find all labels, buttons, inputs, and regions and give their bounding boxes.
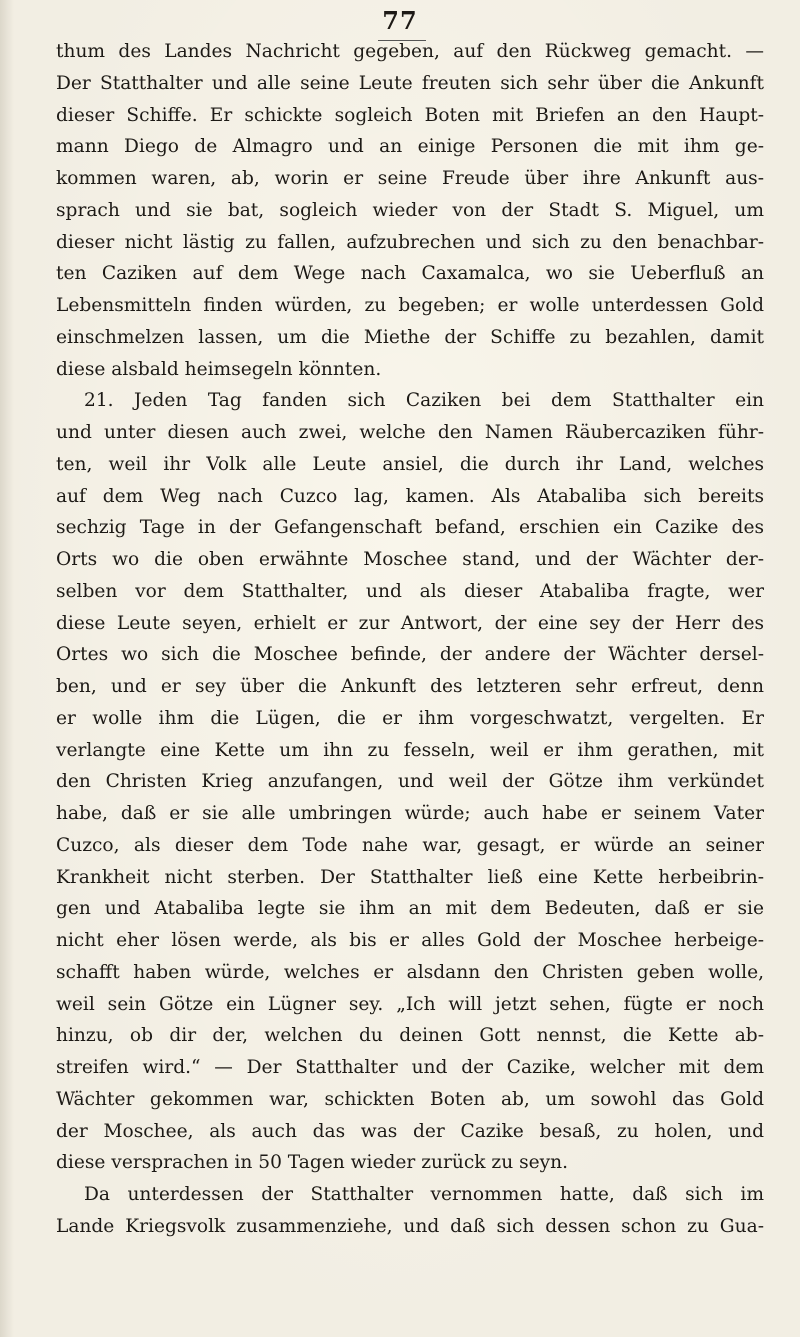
text-line: den Christen Krieg anzufangen, und weil der Götze ihm verkündet: [56, 771, 764, 793]
paragraph-start: Da unterdessen der Statthalter vernommen hatte, daß sich im: [84, 1184, 764, 1205]
paragraph-start-21: 21. Jeden Tag fanden sich Caziken bei dem Statthalter ein: [84, 390, 764, 412]
text-line: Cuzco, als dieser dem Tode nahe war, gesagt, er würde an seiner: [56, 834, 764, 856]
text-line: sechzig Tage in der Gefangenschaft befand, erschien ein Cazike des: [56, 517, 764, 539]
page-number: 77: [382, 6, 418, 35]
text-line: Ortes wo sich die Moschee befinde, der andere der Wächter dersel-: [56, 644, 764, 666]
text-line: diese versprachen in 50 Tagen wieder zurück zu seyn.: [56, 1152, 569, 1174]
text-line: Lebensmitteln finden würden, zu begeben; er wolle unterdessen Gold: [56, 295, 764, 316]
text-line: ben, und er sey über die Ankunft des letzteren sehr erfreut, denn: [56, 676, 764, 697]
text-line: streifen wird.“ — Der Statthalter und der Cazike, welcher mit dem: [56, 1057, 764, 1078]
text-line: dieser nicht lästig zu fallen, aufzubrechen und sich zu den benachbar-: [56, 231, 764, 253]
text-line: der Moschee, als auch das was der Cazike besaß, zu holen, und: [56, 1120, 764, 1142]
text-line: Wächter gekommen war, schickten Boten ab, um sowohl das Gold: [56, 1088, 764, 1110]
text-line: diese Leute seyen, erhielt er zur Antwort, der eine sey der Herr des: [56, 612, 764, 634]
text-line: weil sein Götze ein Lügner sey. „Ich will jetzt sehen, fügte er noch: [56, 993, 764, 1015]
text-line: Orts wo die oben erwähnte Moschee stand, und der Wächter der-: [56, 549, 764, 570]
text-line: hinzu, ob dir der, welchen du deinen Gott nennst, die Kette ab-: [56, 1025, 764, 1047]
text-line: Krankheit nicht sterben. Der Statthalter ließ eine Kette herbeibrin-: [56, 866, 764, 888]
text-line: diese alsbald heimsegeln könnten.: [56, 358, 382, 380]
text-line: Der Statthalter und alle seine Leute freuten sich sehr über die Ankunft: [56, 72, 764, 94]
text-line: ten Caziken auf dem Wege nach Caxamalca, wo sie Ueberfluß an: [56, 263, 764, 285]
text-line: schafft haben würde, welches er alsdann den Christen geben wolle,: [56, 961, 764, 983]
text-line: und unter diesen auch zwei, welche den Namen Räubercaziken führ-: [56, 422, 764, 443]
text-line: gen und Atabaliba legte sie ihm an mit dem Bedeuten, daß er sie: [56, 898, 764, 920]
text-line: verlangte eine Kette um ihn zu fesseln, weil er ihm gerathen, mit: [56, 739, 764, 761]
text-line: thum des Landes Nachricht gegeben, auf den Rückweg gemacht. —: [56, 41, 764, 62]
text-line: dieser Schiffe. Er schickte sogleich Boten mit Briefen an den Haupt-: [56, 104, 764, 126]
text-line: auf dem Weg nach Cuzco lag, kamen. Als Atabaliba sich bereits: [56, 485, 764, 507]
text-line: habe, daß er sie alle umbringen würde; auch habe er seinem Vater: [56, 803, 764, 824]
text-line: mann Diego de Almagro und an einige Personen die mit ihm ge-: [56, 136, 764, 158]
text-line: Lande Kriegsvolk zusammenziehe, und daß sich dessen schon zu Gua-: [56, 1215, 764, 1237]
text-line: nicht eher lösen werde, als bis er alles Gold der Moschee herbeige-: [56, 930, 764, 951]
body-text: [56, 36, 764, 1243]
text-line: ten, weil ihr Volk alle Leute ansiel, die durch ihr Land, welches: [56, 453, 764, 475]
text-line: sprach und sie bat, sogleich wieder von der Stadt S. Miguel, um: [56, 199, 764, 221]
text-line: einschmelzen lassen, um die Miethe der Schiffe zu bezahlen, damit: [56, 326, 764, 348]
text-line: er wolle ihm die Lügen, die er ihm vorgeschwatzt, vergelten. Er: [56, 707, 764, 729]
text-line: kommen waren, ab, worin er seine Freude über ihre Ankunft aus-: [56, 168, 764, 189]
text-line: selben vor dem Statthalter, und als dieser Atabaliba fragte, wer: [56, 580, 764, 602]
page-edge-shadow: [0, 0, 14, 1337]
